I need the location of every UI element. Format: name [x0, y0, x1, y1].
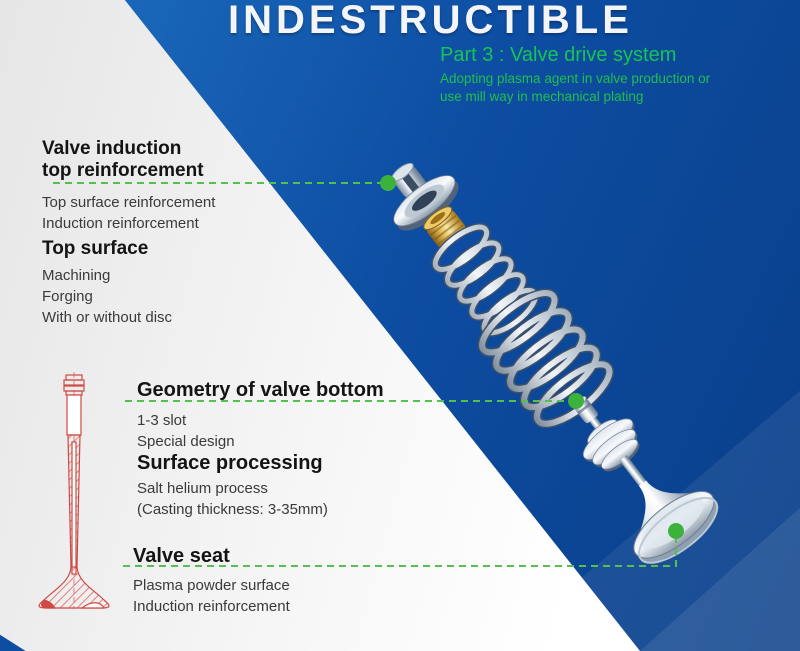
- annotation-heading: Surface processing: [137, 452, 323, 474]
- valve-stem-seal: [421, 203, 468, 250]
- annotation-heading: Valve seat: [133, 545, 230, 567]
- annotation-top-surface: [42, 238, 172, 328]
- annotation-item: Salt helium process: [137, 480, 268, 497]
- annotation-item: Machining: [42, 267, 111, 284]
- part-description-line2: use mill way in mechanical plating: [440, 89, 644, 104]
- outer-valve-spring: [474, 283, 618, 433]
- annotation-heading: top reinforcement: [42, 160, 204, 181]
- callout-dot-valve-keeper: [380, 175, 396, 191]
- annotation-geometry: [137, 379, 384, 452]
- annotation-item: Top surface reinforcement: [42, 194, 216, 211]
- valve-keeper: [389, 160, 430, 202]
- annotation-item: Forging: [42, 288, 93, 305]
- annotation-heading: Geometry of valve bottom: [137, 379, 384, 401]
- spring-seat-washers: [574, 408, 650, 481]
- callout-dot-valve-tip: [568, 393, 584, 409]
- part-description: [440, 70, 710, 106]
- annotation-valve-seat: [133, 545, 290, 617]
- annotation-valve-induction: [42, 138, 215, 234]
- annotation-surface-processing: [137, 452, 328, 520]
- inner-valve-spring: [429, 220, 542, 340]
- annotation-item: Induction reinforcement: [42, 215, 199, 232]
- part-subtitle: Part 3 : Valve drive system: [440, 44, 677, 66]
- annotation-item: Plasma powder surface: [133, 577, 290, 594]
- annotation-heading: Valve induction: [42, 138, 182, 159]
- annotation-item: (Casting thickness: 3-35mm): [137, 501, 328, 518]
- annotation-item: Special design: [137, 433, 235, 450]
- valve-cross-section-drawing: [24, 372, 124, 610]
- annotation-item: With or without disc: [42, 309, 173, 326]
- annotation-item: Induction reinforcement: [133, 598, 290, 615]
- part-description-line1: Adopting plasma agent in valve production or: [440, 71, 711, 86]
- spring-retainer: [386, 167, 465, 239]
- annotation-heading: Top surface: [42, 238, 149, 259]
- annotation-item: 1-3 slot: [137, 412, 187, 429]
- main-title: INDESTRUCTIBLE: [228, 0, 633, 42]
